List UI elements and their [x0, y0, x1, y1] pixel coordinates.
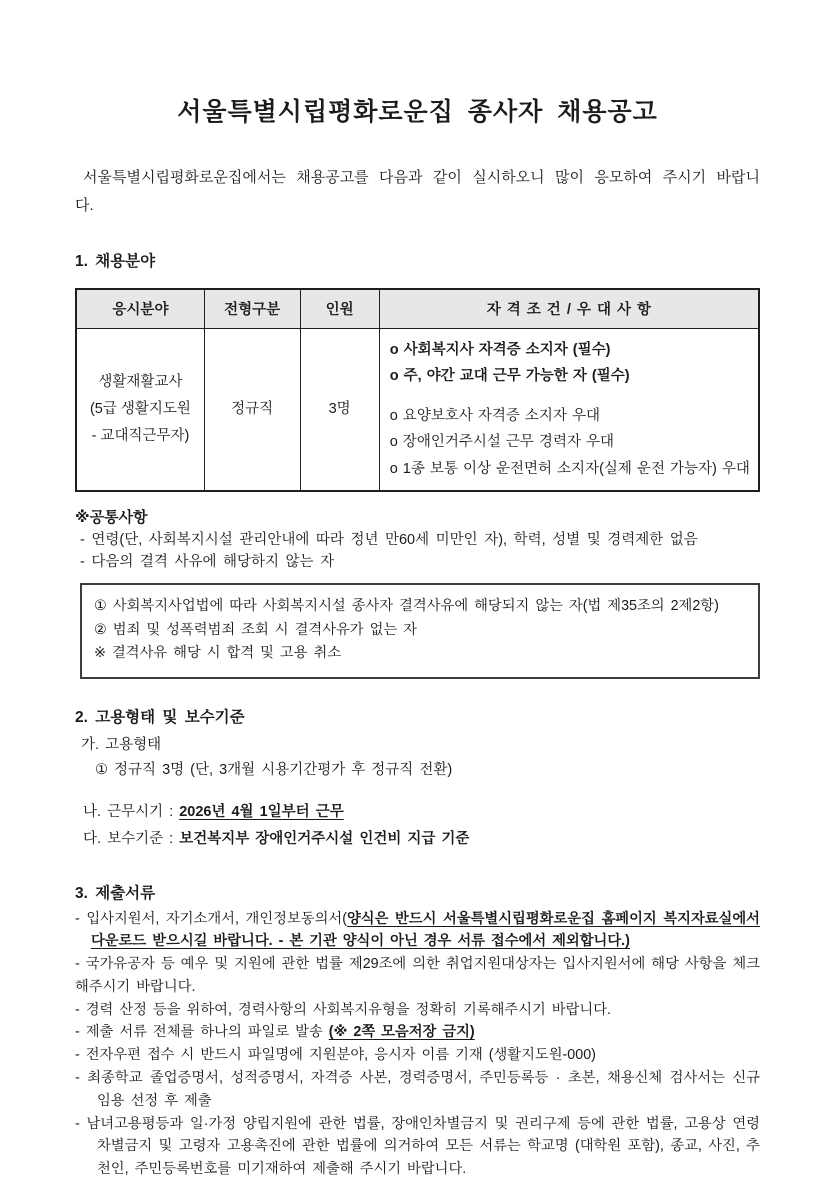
qual-preferred-item: o 요양보호사 자격증 소지자 우대 [389, 407, 600, 424]
common-notes-block [75, 506, 760, 571]
pay-standard-line [75, 827, 760, 848]
table-header-row [76, 289, 759, 328]
qual-required-item: o 사회복지사 자격증 소지자 (필수) [389, 341, 611, 358]
common-note-item: - 연령(단, 사회복지시설 관리안내에 따라 정년 만60세 미만인 자), 학력, 성별 및 경력제한 없음 [80, 532, 698, 548]
recruitment-table [75, 288, 760, 492]
disqualification-item: ※ 결격사유 해당 시 합격 및 고용 취소 [94, 645, 342, 661]
disqualification-item: ① 사회복지사업법에 따라 사회복지시설 종사자 결격사유에 해당되지 않는 자(법 제35조의 2제2항) [94, 598, 719, 614]
submission-item-email-filename: - 전자우편 접수 시 반드시 파일명에 지원분야, 응시자 이름 기재 (생활지도원-000) [75, 1047, 596, 1064]
col-header-headcount: 인원 [300, 289, 379, 328]
section3-heading: 3. 제출서류 [75, 884, 156, 902]
table-row [76, 328, 759, 491]
cell-qualifications [379, 328, 759, 491]
submission-item-single-file [75, 1021, 760, 1044]
submission-item-certificates: - 최종학교 졸업증명서, 성적증명서, 자격증 사본, 경력증명서, 주민등록등 · 초본, 채용신체 검사서는 신규 임용 선정 후 제출 [75, 1070, 760, 1109]
submission-item-career: - 경력 산정 등을 위하여, 경력사항의 사회복지유형을 정확히 기록해주시기 바랍니다. [75, 1001, 612, 1018]
cell-apply-field [76, 328, 204, 491]
qual-preferred-item: o 장애인거주시설 근무 경력자 우대 [389, 434, 614, 450]
employment-type-label: 가. 고용형태 [81, 736, 162, 753]
work-start-label: 나. 근무시기 : [83, 803, 180, 820]
cell-hire-type: 정규직 [204, 328, 300, 491]
submission-item-prefix: - 제출 서류 전체를 하나의 파일로 발송 [75, 1024, 329, 1041]
work-start-value: 2026년 4월 1일부터 근무 [179, 803, 344, 820]
apply-field-line: - 교대직근무자) [91, 427, 190, 444]
col-header-hire-type: 전형구분 [204, 289, 300, 328]
work-start-line [75, 800, 760, 821]
common-notes-heading: ※공통사항 [75, 509, 148, 526]
intro-paragraph: 서울특별시립평화로운집에서는 채용공고를 다음과 같이 실시하오니 많이 응모하여 주시기 바랍니다. [75, 169, 760, 214]
submission-item-prefix: - 입사지원서, 자기소개서, 개인정보동의서( [75, 910, 347, 927]
employment-type-item: ① 정규직 3명 (단, 3개월 시용기간평가 후 정규직 전환) [95, 761, 453, 778]
section1-heading: 1. 채용분야 [75, 253, 156, 270]
qual-required-item: o 주, 야간 교대 근무 가능한 자 (필수) [389, 368, 630, 384]
section2-heading: 2. 고용형태 및 보수기준 [75, 708, 245, 726]
qual-preferred-item: o 1종 보통 이상 운전면허 소지자(실제 운전 가능자) 우대 [389, 460, 750, 477]
submission-item-forms [75, 908, 760, 954]
submission-documents-list [75, 908, 760, 1181]
submission-item-emphasis: (※ 2쪽 모음저장 금지) [328, 1024, 475, 1041]
apply-field-line: 생활재활교사 [98, 373, 183, 390]
submission-item-veterans: - 국가유공자 등 예우 및 지원에 관한 법률 제29조에 의한 취업지원대상자는 입사지원서에 해당 사항을 체크해주시기 바랍니다. [75, 956, 760, 995]
cell-headcount: 3명 [300, 328, 379, 491]
common-note-item: - 다음의 결격 사유에 해당하지 않는 자 [80, 554, 335, 570]
disqualification-box [80, 583, 760, 679]
disqualification-item: ② 범죄 및 성폭력범죄 조회 시 결격사유가 없는 자 [94, 621, 417, 638]
submission-item-emphasis: 양식은 반드시 서울특별시립평화로운집 홈페이지 복지자료실에서 다운로드 받으시길 바랍니다. - 본 기관 양식이 아닌 경우 서류 접수에서 제외합니다.) [91, 910, 760, 950]
submission-item-equality-laws: - 남녀고용평등과 일·가정 양립지원에 관한 법률, 장애인차별금지 및 권리구제 등에 관한 법률, 고용상 연령차별금지 및 고령자 고용촉진에 관한 법률에 의거하여 모든 서류는 학교명 (대학원 포함), 종교, 사진, 추천인, 주민등록번호를 미기재하여 제출해 주시기 바랍니다. [75, 1115, 760, 1178]
col-header-qualifications: 자 격 조 건 / 우 대 사 항 [379, 289, 759, 328]
pay-standard-label: 다. 보수기준 : [83, 830, 180, 847]
apply-field-line: (5급 생활지도원 [89, 400, 191, 417]
col-header-apply-field: 응시분야 [76, 289, 204, 328]
page-title: 서울특별시립평화로운집 종사자 채용공고 [177, 98, 658, 126]
document-content [75, 0, 760, 1181]
pay-standard-value: 보건복지부 장애인거주시설 인건비 지급 기준 [179, 830, 470, 847]
qual-spacer [390, 390, 752, 403]
